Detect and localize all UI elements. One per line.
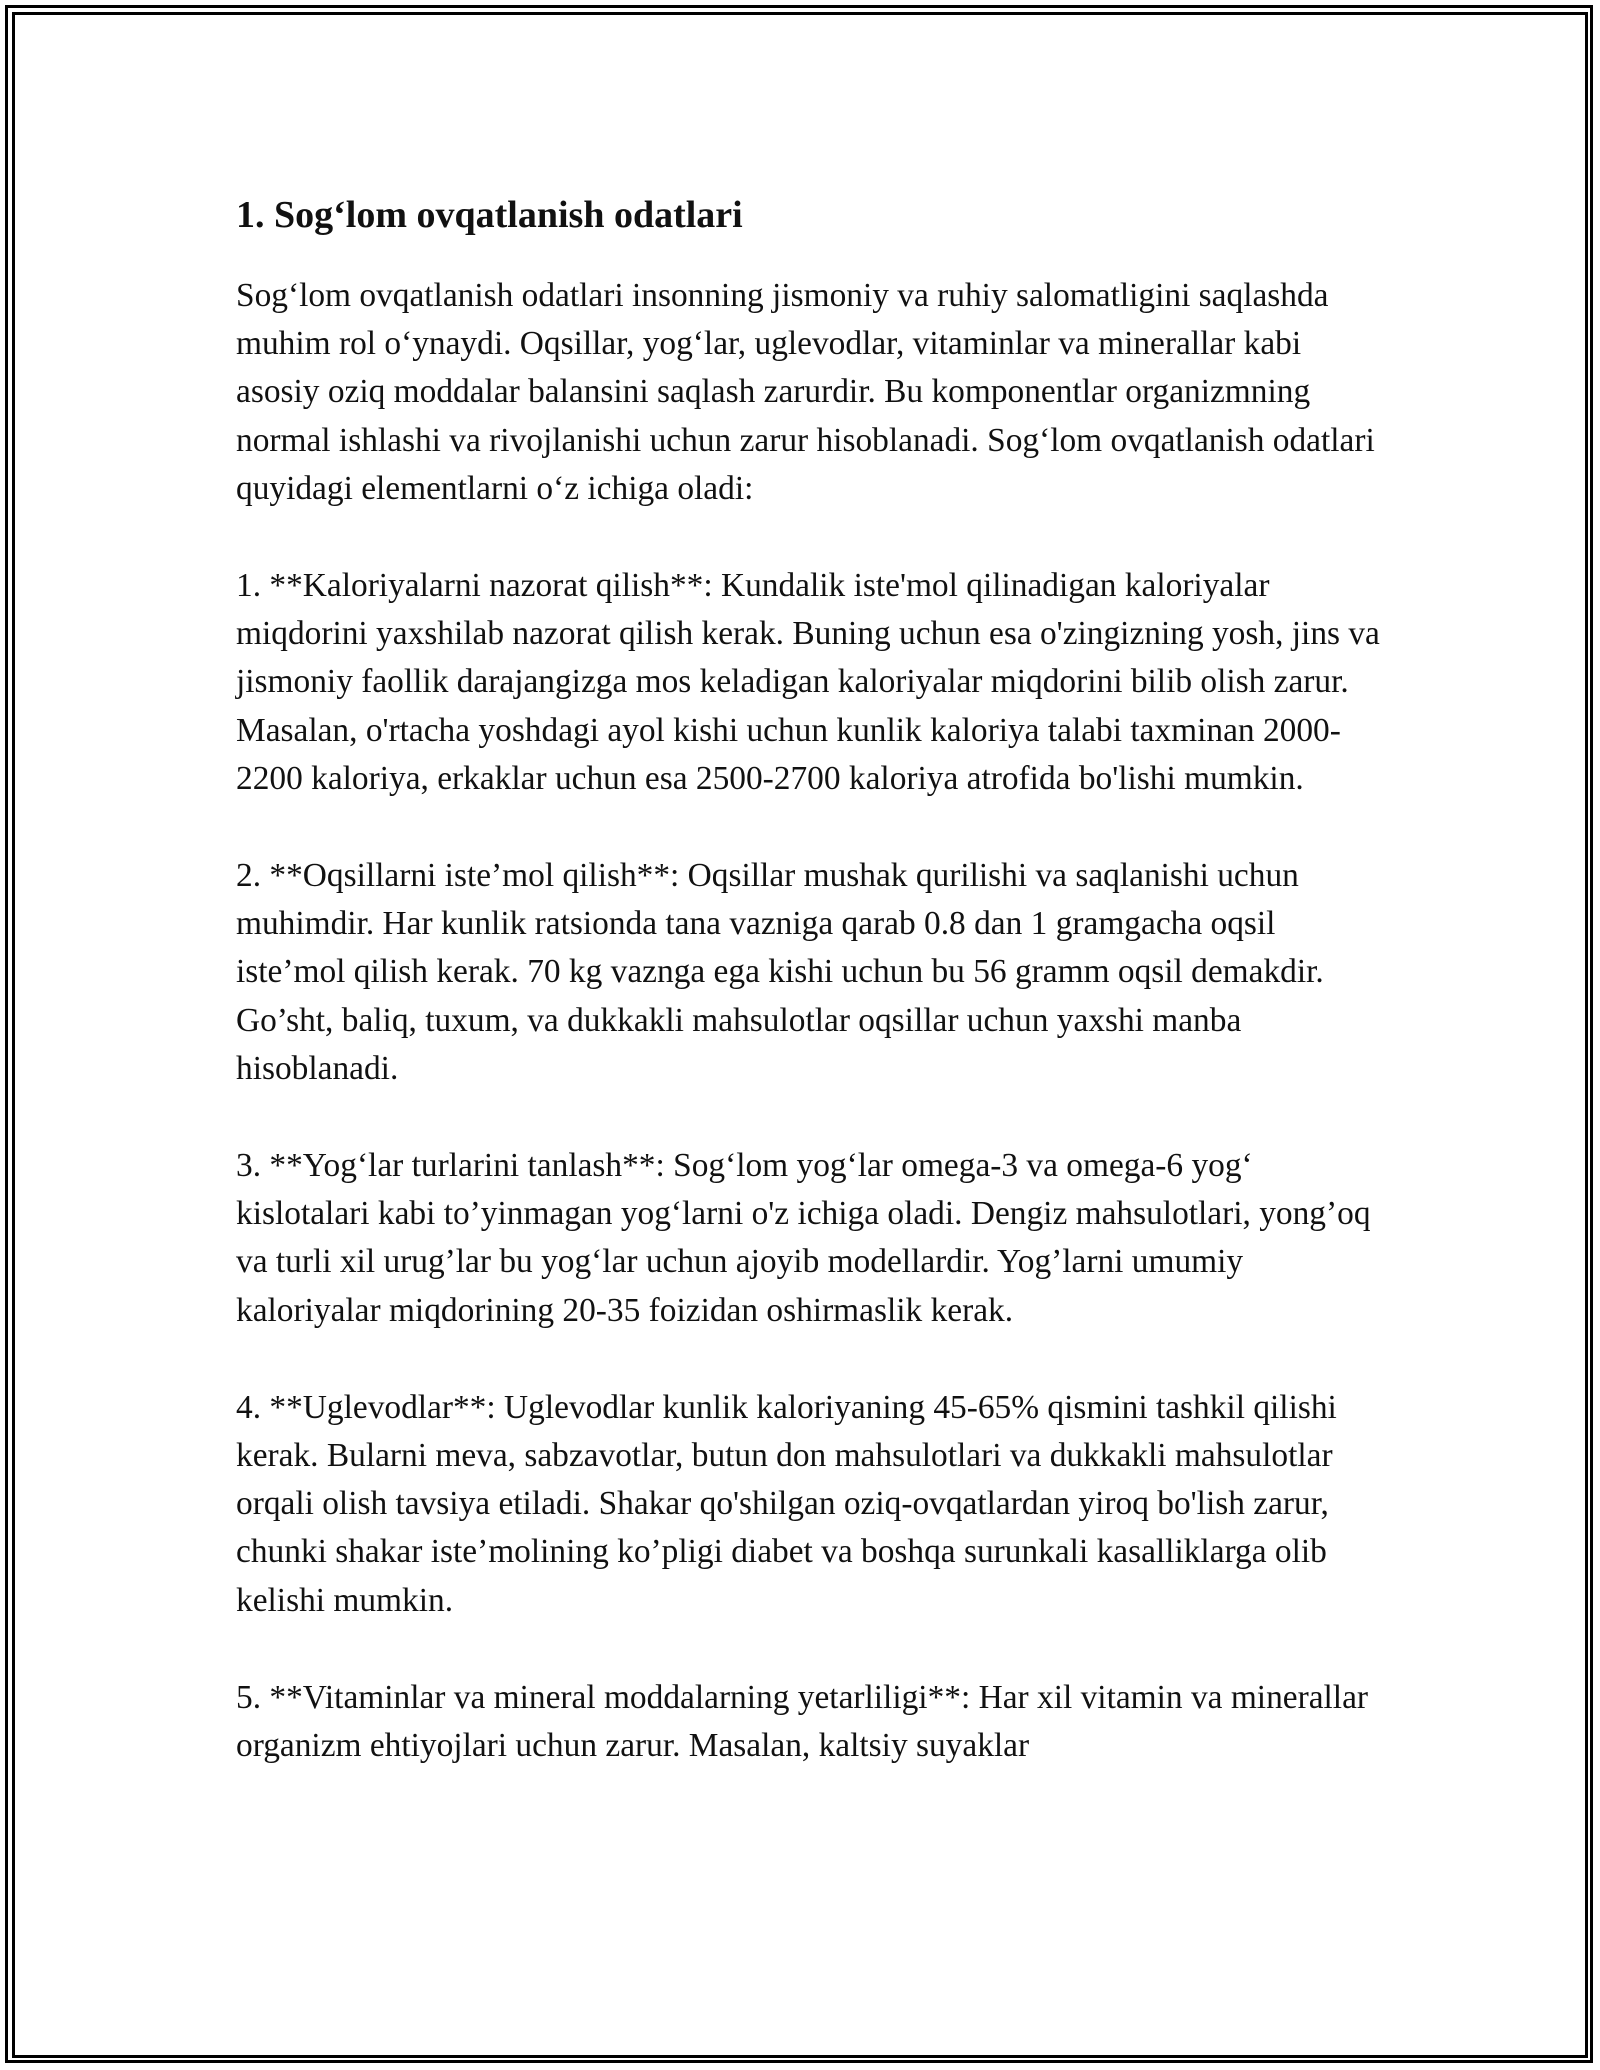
section-heading: 1. Sog‘lom ovqatlanish odatlari	[236, 194, 743, 236]
list-item-calories: 1. **Kaloriyalarni nazorat qilish**: Kundalik iste'mol qilinadigan kaloriyalar miqdorini yaxshilab nazorat qilish kerak. Buning uchun esa o'zingizning yosh, jins va jismoniy faollik darajangizga mos keladigan kaloriyalar miqdorini bilib olish zarur. Masalan, o'rtacha yoshdagi ayol kishi uchun kunlik kaloriya talabi taxminan 2000-2200 kaloriya, erkaklar uchun esa 2500-2700 kaloriya atrofida bo'lishi mumkin.	[236, 567, 1380, 797]
list-item-proteins: 2. **Oqsillarni iste’mol qilish**: Oqsillar mushak qurilishi va saqlanishi uchun muhimdir. Har kunlik ratsionda tana vazniga qarab 0.8 dan 1 gramgacha oqsil iste’mol qilish kerak. 70 kg vaznga ega kishi uchun bu 56 gramm oqsil demakdir. Go’sht, baliq, tuxum, va dukkakli mahsulotlar oqsillar uchun yaxshi manba hisoblanadi.	[236, 857, 1324, 1087]
list-item-vitamins-minerals: 5. **Vitaminlar va mineral moddalarning yetarliligi**: Har xil vitamin va minerallar organizm ehtiyojlari uchun zarur. Masalan, kaltsiy suyaklar	[236, 1678, 1369, 1765]
intro-paragraph: Sog‘lom ovqatlanish odatlari insonning jismoniy va ruhiy salomatligini saqlashda muhim rol o‘ynaydi. Oqsillar, yog‘lar, uglevodlar, vitaminlar va minerallar kabi asosiy oziq moddalar balansini saqlash zarurdir. Bu komponentlar organizmning normal ishlashi va rivojlanishi uchun zarur hisoblanadi. Sog‘lom ovqatlanish odatlari quyidagi elementlarni o‘z ichiga oladi:	[236, 277, 1375, 507]
document-body	[236, 186, 1386, 1819]
list-item-fats: 3. **Yog‘lar turlarini tanlash**: Sog‘lom yog‘lar omega-3 va omega-6 yog‘ kislotalari kabi to’yinmagan yog‘larni o'z ichiga oladi. Dengiz mahsulotlari, yong’oq va turli xil urug’lar bu yog‘lar uchun ajoyib modellardir. Yog’larni umumiy kaloriyalar miqdorining 20-35 foizidan oshirmaslik kerak.	[236, 1147, 1371, 1329]
list-item-carbohydrates: 4. **Uglevodlar**: Uglevodlar kunlik kaloriyaning 45-65% qismini tashkil qilishi kerak. Bularni meva, sabzavotlar, butun don mahsulotlari va dukkakli mahsulotlar orqali olish tavsiya etiladi. Shakar qo'shilgan oziq-ovqatlardan yiroq bo'lish zarur, chunki shakar iste’molining ko’pligi diabet va boshqa surunkali kasalliklarga olib kelishi mumkin.	[236, 1388, 1337, 1619]
